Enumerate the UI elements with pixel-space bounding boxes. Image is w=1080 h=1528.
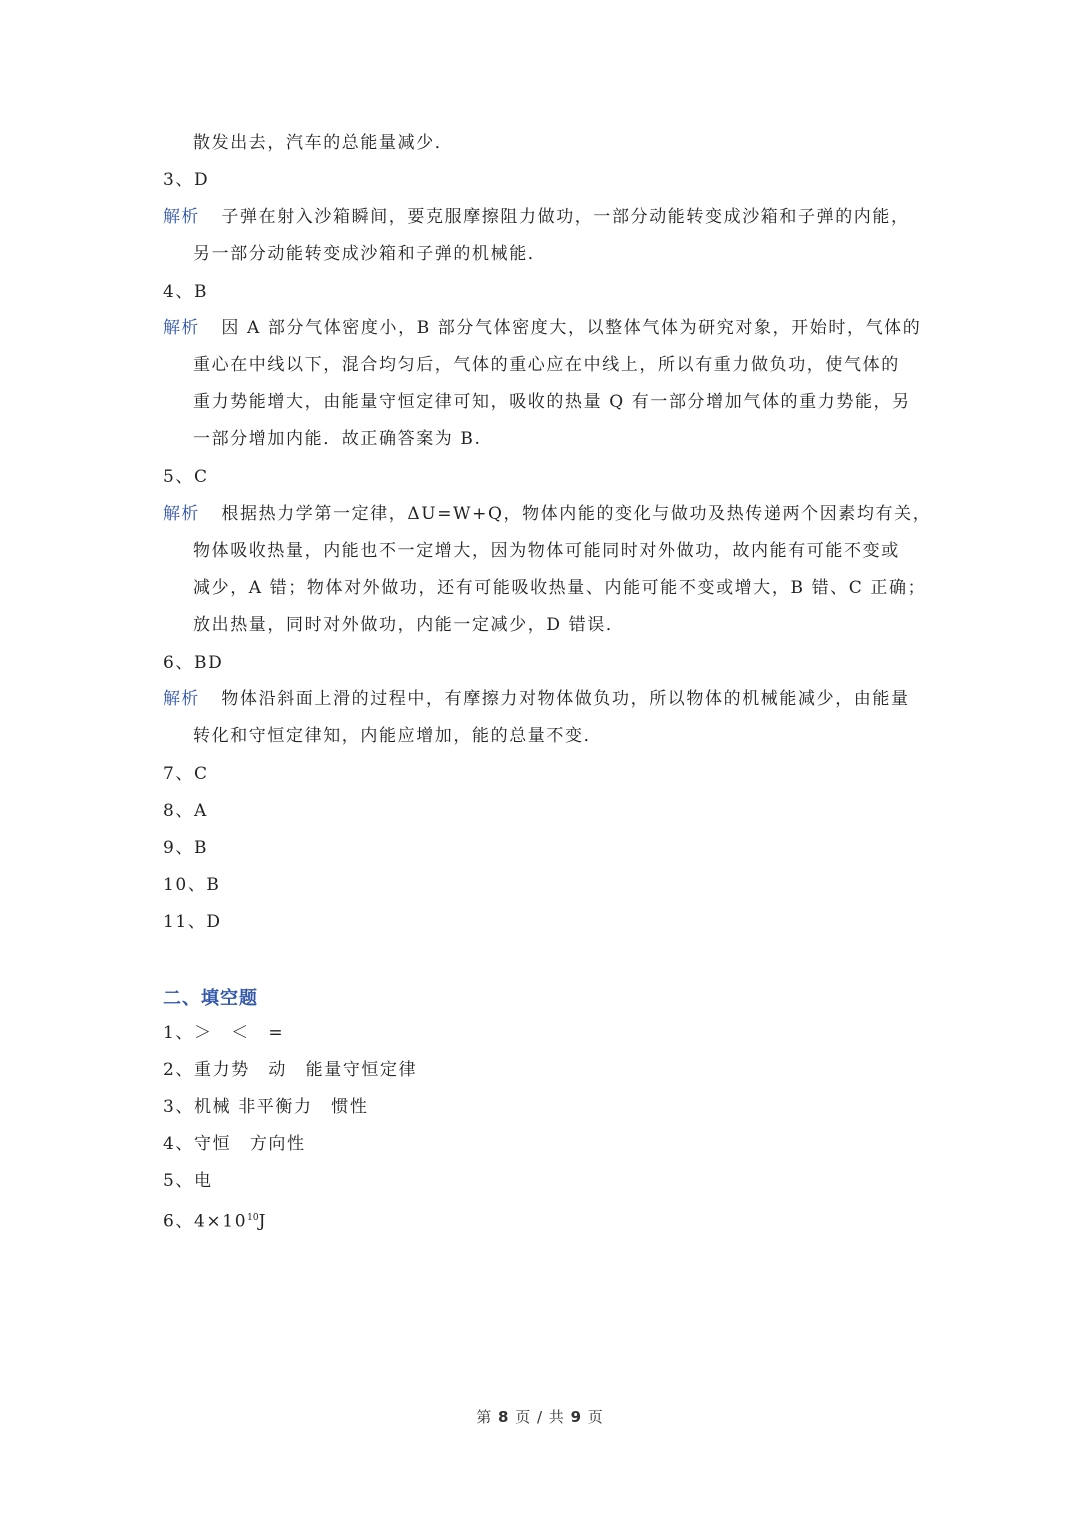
explanation-label: 解析 [163,504,200,524]
footer-page-number: 8 [497,1408,510,1426]
answer-4: 4、B [163,282,209,302]
explanation-label: 解析 [163,207,200,227]
explanation-text: 物体沿斜面上滑的过程中，有摩擦力对物体做负功，所以物体的机械能减少，由能量 [221,689,910,709]
answer-10: 10、B [163,875,221,895]
answer-9: 9、B [163,838,209,858]
explanation-text: 子弹在射入沙箱瞬间，要克服摩擦阻力做功，一部分动能转变成沙箱和子弹的内能， [221,207,910,227]
answer-3: 3、D [163,170,210,190]
fill-answer-4: 4、守恒 方向性 [163,1134,306,1154]
page-footer [0,1406,1080,1427]
fill-answer-6 [163,1206,1080,1234]
section-title-fill-in: 二、填空题 [163,988,258,1009]
explanation-5-line-2: 物体吸收热量，内能也不一定增大，因为物体可能同时对外做功，故内能有可能不变或 [193,541,900,561]
explanation-4-line-4: 一部分增加内能．故正确答案为 B. [193,429,482,449]
explanation-text: 因 A 部分气体密度小，B 部分气体密度大，以整体气体为研究对象，开始时，气体的 [221,318,922,338]
explanation-text: 根据热力学第一定律，ΔU=W+Q，物体内能的变化与做功及热传递两个因素均有关， [221,504,932,524]
footer-prefix: 第 [476,1408,493,1426]
answer-11: 11、D [163,912,222,932]
explanation-5-line-4: 放出热量，同时对外做功，内能一定减少，D 错误． [193,615,625,635]
explanation-4-line-1 [163,316,1080,340]
explanation-label: 解析 [163,318,200,338]
fill-answer-6-base: 6、4×10 [163,1211,248,1232]
explanation-3-line-2: 另一部分动能转变成沙箱和子弹的机械能． [193,244,547,264]
explanation-5-line-1 [163,502,1080,526]
footer-suffix: 页 [587,1408,604,1426]
answer-2-continuation: 散发出去，汽车的总能量减少． [193,133,454,153]
explanation-4-line-3: 重力势能增大，由能量守恒定律可知，吸收的热量 Q 有一部分增加气体的重力势能，另 [193,392,911,412]
footer-middle: 页 / 共 [515,1408,565,1426]
answer-6: 6、BD [163,653,224,673]
explanation-6-line-2: 转化和守恒定律知，内能应增加，能的总量不变． [193,726,603,746]
fill-answer-3: 3、机械 非平衡力 惯性 [163,1097,369,1117]
fill-answer-1: 1、＞ ＜ = [163,1023,285,1043]
footer-total-pages: 9 [570,1408,583,1426]
fill-answer-5: 5、电 [163,1171,213,1191]
explanation-6-line-1 [163,687,1080,711]
fill-answer-6-exponent: 10 [247,1213,259,1223]
answer-5: 5、C [163,467,209,487]
answer-7: 7、C [163,764,209,784]
explanation-3-line-1 [163,205,1080,229]
fill-answer-2: 2、重力势 动 能量守恒定律 [163,1060,418,1080]
fill-answer-6-unit: J [258,1211,267,1232]
explanation-5-line-3: 减少，A 错；物体对外做功，还有可能吸收热量、内能可能不变或增大，B 错、C 正确； [193,578,927,598]
explanation-4-line-2: 重心在中线以下，混合均匀后，气体的重心应在中线上，所以有重力做负功，使气体的 [193,355,900,375]
answer-8: 8、A [163,801,208,821]
explanation-label: 解析 [163,689,200,709]
